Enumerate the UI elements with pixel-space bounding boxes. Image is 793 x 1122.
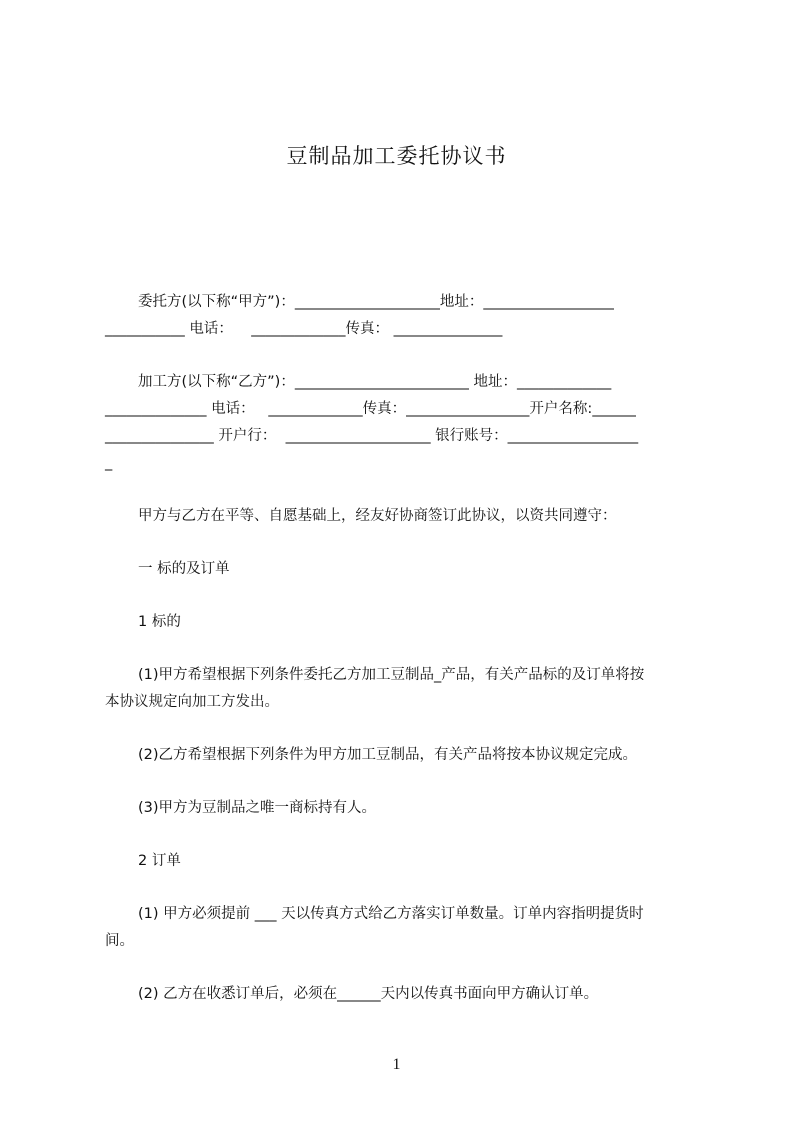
clause-1-1-line-2: 本协议规定向加工方发出。 bbox=[105, 694, 279, 710]
client-party-line: 委托方(以下称“甲方”)：____________________地址：__________________ bbox=[138, 294, 614, 310]
processor-bank-line-continuation: _ bbox=[105, 455, 113, 471]
clause-2-1-line-2: 间。 bbox=[105, 933, 134, 949]
clause-2-2: (2) 乙方在收悉订单后，必须在______天内以传真书面向甲方确认订单。 bbox=[138, 986, 599, 1002]
page-number: 1 bbox=[392, 1056, 401, 1073]
processor-contact-line: ______________ 电话： _____________传真：_________________开户名称:______ bbox=[105, 401, 636, 417]
clause-1-3: (3)甲方为豆制品之唯一商标持有人。 bbox=[138, 800, 377, 816]
client-contact-line: ___________ 电话： _____________传真： _______________ bbox=[105, 321, 503, 337]
section-heading-1: 一 标的及订单 bbox=[138, 561, 230, 577]
processor-bank-line: _______________ 开户行： ____________________ 银行账号：__________________ bbox=[105, 428, 639, 444]
processor-party-line: 加工方(以下称“乙方”)：________________________ 地址：_____________ bbox=[138, 374, 612, 390]
clause-1-1-line-1: (1)甲方希望根据下列条件委托乙方加工豆制品_产品，有关产品标的及订单将按 bbox=[138, 667, 645, 683]
clause-2-1-line-1: (1) 甲方必须提前 ___ 天以传真方式给乙方落实订单数量。订单内容指明提货时 bbox=[138, 906, 644, 922]
subsection-heading-2: 2 订单 bbox=[138, 853, 181, 869]
subsection-heading-1: 1 标的 bbox=[138, 614, 181, 630]
document-title: 豆制品加工委托协议书 bbox=[286, 144, 507, 168]
agreement-intro: 甲方与乙方在平等、自愿基础上，经友好协商签订此协议，以资共同遵守： bbox=[138, 508, 617, 524]
clause-1-2: (2)乙方希望根据下列条件为甲方加工豆制品，有关产品将按本协议规定完成。 bbox=[138, 747, 638, 763]
